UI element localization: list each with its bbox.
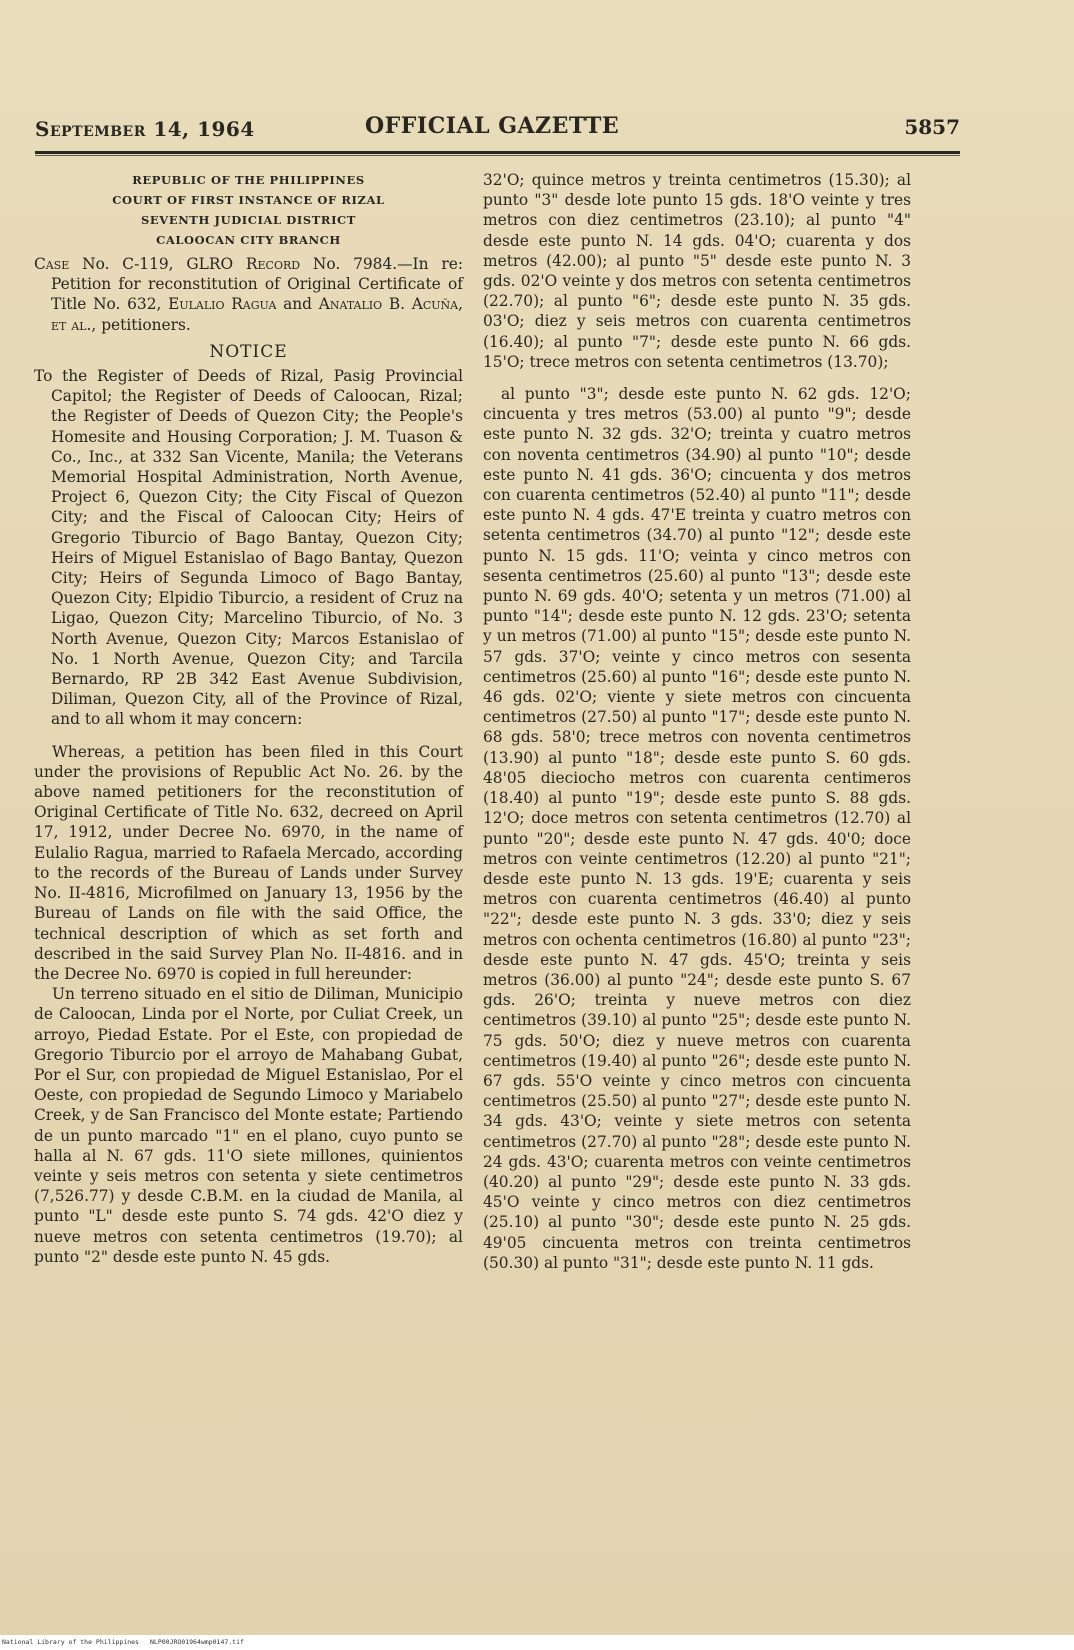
header-date: September 14, 1964 (35, 117, 255, 141)
case-heading (34, 254, 463, 335)
caption-line-4: CALOOCAN CITY BRANCH (156, 233, 341, 247)
footer-file: NLP00JRO01964wmp0147.tif (150, 1638, 244, 1646)
case-text-2: No. 7984.—In re: Petition for reconstitution of Original Certificate of Title No. 632, (51, 255, 464, 314)
page-header (35, 113, 960, 143)
case-label: Case (34, 255, 70, 273)
terreno-paragraph: Un terreno situado en el sitio de Diliman, Municipio de Caloocan, Linda por el Norte, por Culiat Creek, un arroyo, Piedad Estate. Por el Este, con propiedad de Gregorio Tiburcio por el arroyo de Mahabang Gubat, Por el Sur, con propiedad de Miguel Estanislao, Por el Oeste, con propiedad de Segundo Limoco y Mariabelo Creek, y de San Francisco del Monte estate; Partiendo de un punto marcado "1" en el plano, cuyo punto se halla al N. 67 gds. 11'O siete millones, quinientos veinte y seis metros con setenta y siete centimetros (7,526.77) y desde C.B.M. en la ciudad de Manila, al punto "L" desde este punto S. 74 gds. 42'O diez y nueve metros con setenta centimetros (19.70); al punto "2" desde este punto N. 45 gds. (34, 985, 463, 1266)
notice-title: NOTICE (209, 341, 288, 362)
petitioner-name-2: Anatalio B. Acuña, et al. (51, 295, 464, 334)
case-text-3: and (276, 295, 319, 314)
whereas-paragraph: Whereas, a petition has been filed in this Court under the provisions of Republic Act No. 26. by the above named petitioners for the reconstitution of Original Certificate of Title No. 632, decreed on April 17, 1912, under Decree No. 6970, in the name of Eulalio Ragua, married to Rafaela Mercado, according to the records of the Bureau of Lands under Survey No. II-4816, Microfilmed on January 13, 1956 by the Bureau of Lands on file with the said Office, the technical description of which as set forth and described in the said Survey Plan No. II-4816. and in the Decree No. 6970 is copied in full hereunder: (34, 742, 463, 983)
caption-line-2: COURT OF FIRST INSTANCE OF RIZAL (112, 193, 385, 207)
record-label: Record (245, 255, 301, 273)
caption-line-1: REPUBLIC OF THE PHILIPPINES (132, 173, 365, 187)
header-page-number: 5857 (904, 115, 960, 139)
scan-footer (0, 1635, 1074, 1650)
header-title: OFFICIAL GAZETTE (365, 113, 620, 139)
court-caption (34, 170, 463, 250)
description-paragraph-2: al punto "3"; desde este punto N. 62 gds. 12'O; cincuenta y tres metros (53.00) al punto "9"; desde este punto N. 32 gds. 32'O; treinta y cuatro metros con noventa centimetros (34.90) al punto "10"; desde este punto N. 41 gds. 36'O; cincuenta y dos metros con cuarenta centimetros (52.40) al punto "11"; desde este punto N. 4 gds. 47'E treinta y cuatro metros con setenta centimetros (34.70) al punto "12"; desde este punto N. 15 gds. 11'O; veinta y cinco metros con sesenta centimetros (25.60) al punto "13"; desde este punto N. 69 gds. 40'O; setenta y un metros (71.00) al punto "14"; desde este punto N. 12 gds. 23'O; setenta y un metros (71.00) al punto "15"; desde este punto N. 57 gds. 37'O; veinte y cinco metros con sesenta centimetros (25.60) al punto "16"; desde este punto N. 46 gds. 02'O; viente y siete metros con cincuenta centimetros (27.50) al punto "17"; desde este punto N. 68 gds. 58'0; trece metros con noventa centimetros (13.90) al punto "18"; desde este punto S. 60 gds. 48'05 dieciocho metros con cuarenta centimeros (18.40) al punto "19"; desde este punto S. 88 gds. 12'O; doce metros con setenta centimetros (12.70) al punto "20"; desde este punto N. 47 gds. 40'0; doce metros con veinte centimetros (12.20) al punto "21"; desde este punto N. 13 gds. 19'E; cuarenta y seis metros con cuarenta centimetros (46.40) al punto "22"; desde este punto N. 3 gds. 33'0; diez y seis metros con ochenta centimetros (16.80) al punto "23"; desde este punto N. 47 gds. 45'O; treinta y seis metros (36.00) al punto "24"; desde este punto S. 67 gds. 26'O; treinta y nueve metros con diez centimetros (39.10) al punto "25"; desde este punto N. 75 gds. 50'O; diez y nueve metros con cuarenta centimetros (19.40) al punto "26"; desde este punto N. 67 gds. 55'O veinte y cinco metros con cincuenta centimetros (25.50) al punto "27"; desde este punto N. 34 gds. 43'O; veinte y siete metros con setenta centimetros (27.70) al punto "28"; desde este punto N. 24 gds. 43'O; cuarenta metros con veinte centimetros (40.20) al punto "29"; desde este punto N. 33 gds. 45'O veinte y cinco metros con diez centimetros (25.10) al punto "30"; desde este punto N. 25 gds. 49'05 cincuenta metros con treinta centimetros (50.30) al punto "31"; desde este punto N. 11 gds. (483, 385, 911, 1272)
description-paragraph-1: 32'O; quince metros y treinta centimetros (15.30); al punto "3" desde lote punto 15 gds. 18'O veinte y tres metros con diez centimetros (23.10); al punto "4" desde este punto N. 14 gds. 04'O; cuarenta y dos metros (42.00); al punto "5" desde este punto N. 3 gds. 02'O veinte y dos metros con setenta centimetros (22.70); al punto "6"; desde este punto N. 35 gds. 03'O; diez y seis metros con cuarenta centimetros (16.40); al punto "7"; desde este punto N. 66 gds. 15'O; trece metros con setenta centimetros (13.70); (483, 171, 911, 371)
case-text-4: , petitioners. (91, 315, 191, 334)
right-column (483, 170, 911, 1273)
left-column (34, 170, 463, 1267)
header-rule (35, 151, 960, 154)
header-rule-thin (35, 155, 960, 156)
caption-line-3: SEVENTH JUDICIAL DISTRICT (141, 213, 356, 227)
case-text-1: No. C-119, GLRO (69, 255, 246, 273)
footer-library: National Library of the Philippines (2, 1638, 139, 1646)
petitioner-name-1: Eulalio Ragua (168, 295, 277, 314)
addressees-paragraph: To the Register of Deeds of Rizal, Pasig Provincial Capitol; the Register of Deeds of Caloocan, Rizal; the Register of Deeds of Quezon City; the People's Homesite and Housing Corporation; J. M. Tuason & Co., Inc., at 332 San Vicente, Manila; the Veterans Memorial Hospital Administration, North Avenue, Project 6, Quezon City; the City Fiscal of Quezon City; and the Fiscal of Caloocan City; Heirs of Gregorio Tiburcio of Bago Bantay, Quezon City; Heirs of Miguel Estanislao of Bago Bantay, Quezon City; Heirs of Segunda Limoco of Bago Bantay, Quezon City; Elpidio Tiburcio, a resident of Cruz na Ligao, Quezon City; Marcelino Tiburcio, of No. 3 North Avenue, Quezon City; Marcos Estanislao of No. 1 North Avenue, Quezon City; and Tarcila Bernardo, RP 2B 342 East Avenue Subdivision, Diliman, Quezon City, all of the Province of Rizal, and to all whom it may concern: (34, 367, 463, 729)
